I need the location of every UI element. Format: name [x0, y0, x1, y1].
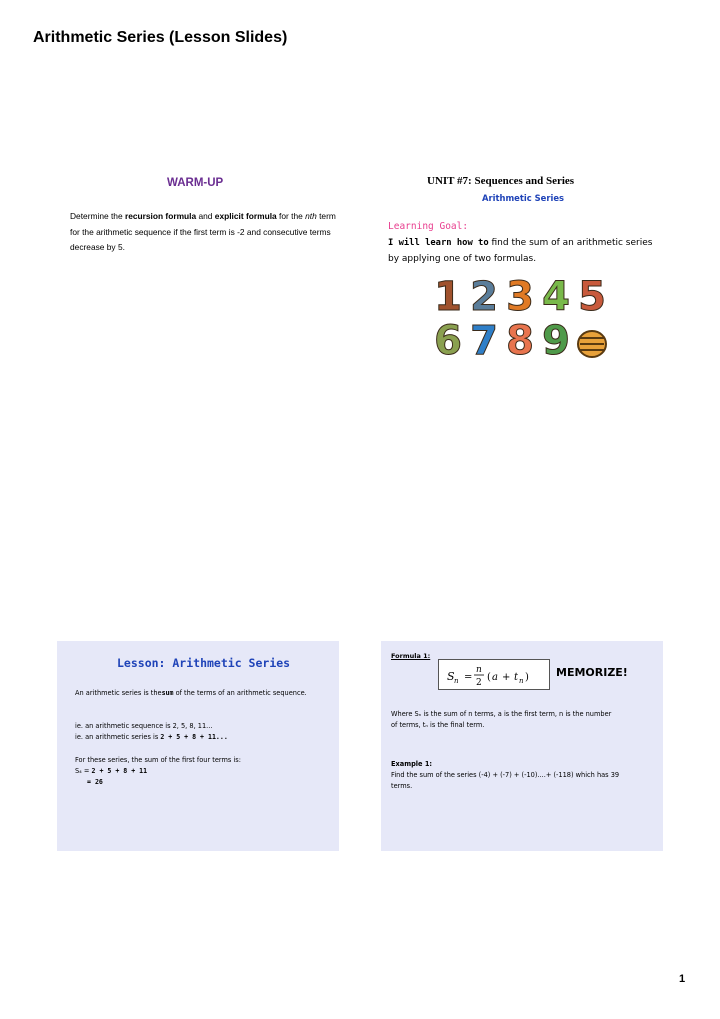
example-line2: terms. — [391, 782, 413, 790]
formula-where-line2: of terms, tₙ is the final term. — [391, 721, 485, 729]
learning-goal-body: find the sum of an arithmetic series by applying one of two formulas. — [388, 238, 653, 264]
explicit-formula-term: explicit formula — [214, 211, 277, 221]
s4-result-value: = 26 — [87, 778, 103, 786]
recursion-formula-term: recursion formula — [124, 211, 197, 221]
example-label: Example 1: — [391, 760, 433, 768]
digit-character-8: 8 — [506, 318, 534, 364]
digit-character-2: 2 — [470, 276, 498, 320]
example-line1: Find the sum of the series (-4) + (-7) + (-10)....+ (-118) which has 39 — [391, 771, 620, 779]
document-title: Arithmetic Series (Lesson Slides) — [33, 29, 288, 46]
bee-icon — [578, 331, 606, 357]
sum-formula-graphic — [439, 660, 551, 691]
svg-text:(: ( — [487, 672, 491, 683]
formula-where-line1: Where Sₙ is the sum of n terms, a is the first term, n is the number — [391, 710, 612, 718]
warmup-text-part: Determine the — [70, 211, 125, 221]
sequence-example: ie. an arithmetic sequence is 2, 5, 8, 11... — [75, 722, 213, 730]
definition-part: An arithmetic series is the — [75, 689, 162, 697]
digit-character-9: 9 — [542, 318, 570, 364]
s4-line — [75, 766, 335, 777]
digit-character-3: 3 — [506, 276, 534, 320]
series-example-lead: ie. an arithmetic series is — [75, 733, 161, 741]
warmup-text-part: and — [196, 211, 215, 221]
digit-character-1: 1 — [434, 276, 462, 320]
s4-expression: 2 + 5 + 8 + 11 — [91, 767, 148, 775]
svg-text:2: 2 — [476, 678, 482, 688]
sum-term: sum — [161, 689, 174, 697]
unit-subtitle: Arithmetic Series — [482, 193, 564, 203]
lesson-title: Lesson: Arithmetic Series — [117, 656, 291, 670]
svg-text:=: = — [464, 672, 473, 683]
warmup-title: WARM-UP — [167, 177, 224, 189]
unit-slide — [381, 160, 663, 375]
series-example — [75, 732, 335, 743]
memorize-note: MEMORIZE! — [556, 666, 628, 679]
numbers-illustration — [430, 276, 615, 368]
svg-text:t: t — [514, 672, 519, 683]
formula-slide — [381, 641, 663, 851]
svg-text:): ) — [525, 672, 529, 683]
warmup-text — [70, 209, 340, 256]
s4-result — [87, 777, 347, 788]
formula-label: Formula 1: — [391, 652, 431, 660]
warmup-text-part: term for the arithmetic sequence if the first term is -2 and consecutive terms decrease by 5. — [70, 211, 336, 252]
learning-goal-label: Learning Goal: — [388, 221, 469, 232]
warmup-text-part: for the — [276, 211, 306, 221]
digit-character-5: 5 — [578, 276, 606, 320]
digit-character-7: 7 — [470, 318, 498, 364]
learning-goal-lead: I will learn how to — [388, 238, 489, 248]
svg-text:n: n — [476, 665, 482, 675]
series-expression: 2 + 5 + 8 + 11... — [160, 733, 228, 741]
svg-text:S: S — [447, 670, 455, 683]
digit-character-4: 4 — [542, 276, 570, 320]
s4-label: S₄ = — [75, 767, 92, 775]
svg-text:n: n — [519, 677, 524, 685]
sum-formula — [438, 659, 550, 690]
nth-term: nth — [305, 211, 317, 221]
lesson-slide — [57, 641, 339, 851]
series-definition — [75, 688, 335, 699]
sum-intro: For these series, the sum of the first four terms is: — [75, 756, 241, 764]
digit-character-6: 6 — [434, 318, 462, 364]
svg-text:+: + — [502, 672, 511, 683]
svg-text:n: n — [454, 677, 459, 685]
definition-part: of the terms of an arithmetic sequence. — [173, 689, 307, 697]
page-number: 1 — [679, 973, 686, 985]
unit-title: UNIT #7: Sequences and Series — [427, 175, 575, 187]
svg-text:a: a — [492, 672, 498, 683]
learning-goal-text — [388, 236, 658, 267]
warmup-slide — [57, 160, 347, 375]
